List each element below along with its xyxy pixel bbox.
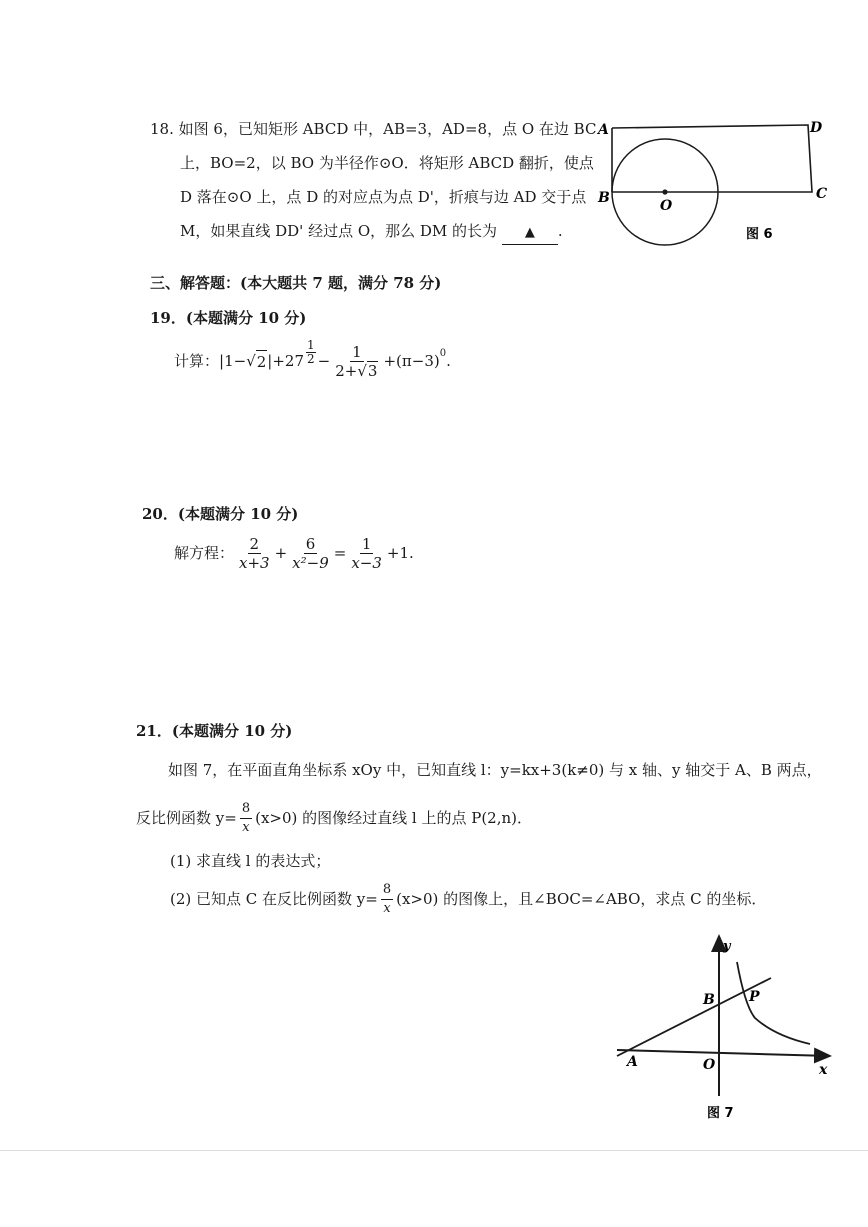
q19-minus: − [317, 352, 331, 370]
label-d: D [810, 120, 823, 136]
q18-number: 18. [150, 120, 174, 138]
q21-p2-suffix: (x>0) 的图像经过直线 l 上的点 P(2,n)． [255, 809, 533, 827]
label-o: O [703, 1057, 716, 1073]
line-l [617, 978, 771, 1056]
q18-line2: 上，BO=2，以 BO 为半径作⊙O．将矩形 ABCD 翻折，使点 [180, 154, 594, 172]
q19-abs-open: |1− [219, 352, 247, 370]
q19-expression: 计算： |1− √ 2 | +27 $\frac{1}{2}$ − $\frac{1}{2+√3}$ +(π−3) $^0$ . [174, 337, 451, 380]
q20-plus: + [274, 544, 288, 562]
label-y: y [723, 939, 731, 954]
q21-paragraph-2 [136, 796, 532, 840]
hyperbola-curve [737, 962, 810, 1044]
q20-frac-2: $\frac{6}{\text{x²−9}}$ [292, 534, 329, 572]
figure-6 [590, 110, 840, 255]
q21-s2-fraction: $\frac{8}{x}$ [382, 881, 392, 916]
label-o: O [660, 198, 673, 214]
q18-line1: 如图 6，已知矩形 ABCD 中，AB=3，AD=8，点 O 在边 BC [178, 120, 597, 138]
q19-abs-close: | [267, 352, 273, 370]
q18-blank-marker: ▲ [524, 225, 535, 240]
q19-prefix: 计算： [174, 352, 220, 370]
q20-equals: = [333, 544, 347, 562]
q20-frac-1: $\frac{2}{x+3}$ [239, 534, 270, 572]
q21-sub-2 [170, 877, 766, 921]
q19-sqrt2: 2 [256, 350, 268, 373]
figure-7-caption: 图 7 [707, 1106, 734, 1121]
q18-line3: D 落在⊙O 上，点 D 的对应点为点 D'，折痕与边 AD 交于点 [180, 188, 587, 206]
q18-line4: M，如果直线 DD' 经过点 O，那么 DM 的长为 [180, 222, 498, 240]
q19-exp-num: 1 [307, 337, 315, 352]
q20-heading: 20．(本题满分 10 分) [142, 505, 299, 523]
label-p: P [749, 989, 760, 1005]
q19-frac-num: 1 [352, 342, 362, 361]
figure-6-caption: 图 6 [746, 227, 773, 242]
q20-tail: +1. [386, 544, 414, 562]
label-a: A [598, 122, 609, 138]
label-c: C [816, 186, 828, 202]
section-3-title: 三、解答题：(本大题共 7 题，满分 78 分) [150, 274, 442, 292]
q18-line4-wrap [150, 220, 596, 245]
q19-fraction [333, 343, 380, 380]
point-o [662, 189, 667, 194]
q21-heading: 21．(本题满分 10 分) [136, 722, 293, 740]
figure-7 [605, 928, 845, 1128]
q21-p2-prefix: 反比例函数 y= [136, 809, 237, 827]
q19-exponent [306, 339, 316, 366]
label-a: A [627, 1054, 638, 1070]
q21-s2-prefix: (2) 已知点 C 在反比例函数 y= [170, 890, 378, 908]
q19-heading: 19．(本题满分 10 分) [150, 309, 307, 327]
q19-exp-den: 2 [307, 351, 315, 366]
q19-pi-term: +(π−3) [383, 352, 440, 370]
q19-zero-exponent: 0 [439, 348, 447, 359]
q21-paragraph-1: 如图 7，在平面直角坐标系 xOy 中，已知直线 l：y=kx+3(k≠0) 与 x 轴、y 轴交于 A、B 两点， [168, 761, 822, 779]
page-bottom-divider [0, 1150, 868, 1151]
q18-text [150, 118, 596, 245]
q20-equation [174, 530, 414, 576]
q18-end: . [557, 222, 563, 240]
x-axis [617, 1050, 830, 1056]
label-b: B [703, 992, 715, 1008]
rectangle-abcd [612, 125, 812, 192]
q20-frac-3: $\frac{1}{x-3}$ [351, 534, 382, 572]
q20-prefix: 解方程： [174, 544, 235, 562]
label-b: B [598, 190, 610, 206]
q21-sub-1: (1) 求直线 l 的表达式； [170, 852, 331, 870]
q19-end: . [446, 352, 451, 370]
q21-p2-fraction: $\frac{8}{x}$ [241, 800, 251, 835]
q21-s2-suffix: (x>0) 的图像上，且∠BOC=∠ABO，求点 C 的坐标． [396, 890, 767, 908]
q19-plus-27: +27 [272, 352, 305, 370]
q19-frac-den: 2+√3 [335, 361, 378, 380]
label-x: x [819, 1062, 828, 1078]
q18-answer-blank [502, 222, 558, 245]
